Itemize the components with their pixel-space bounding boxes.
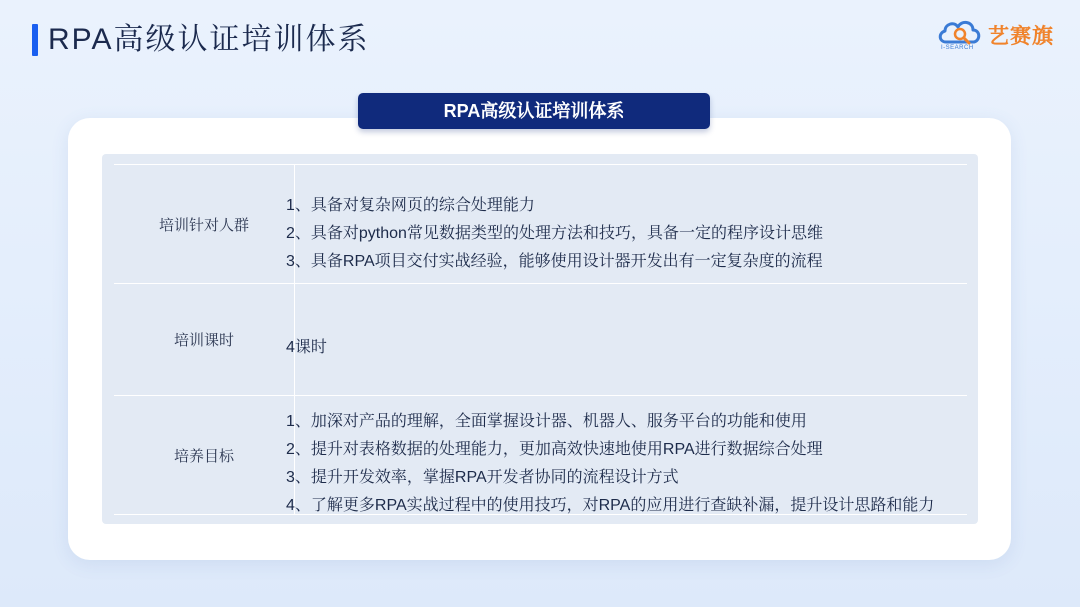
row-content [295,283,967,395]
logo-subtitle: I-SEARCH [941,45,974,51]
list-item: 4、了解更多RPA实战过程中的使用技巧，对RPA的应用进行查缺补漏，提升设计思路和能力 [286,497,935,514]
list-item: 2、具备对python常见数据类型的处理方法和技巧，具备一定的程序设计思维 [286,225,823,242]
info-table [102,154,978,524]
cloud-search-icon [936,16,986,48]
row-label: 培训课时 [114,283,295,395]
logo-brand-name: 艺赛旗 [988,25,1054,48]
card-title: RPA高级认证培训体系 [358,93,710,129]
table-row [114,283,967,396]
row-label: 培训针对人群 [114,165,295,283]
brand-logo [936,16,1066,56]
list-item: 2、提升对表格数据的处理能力，更加高效快速地使用RPA进行数据综合处理 [286,441,823,458]
list-item: 1、加深对产品的理解，全面掌握设计器、机器人、服务平台的功能和使用 [286,413,807,430]
title-accent-bar [32,24,38,56]
list-item: 3、提升开发效率，掌握RPA开发者协同的流程设计方式 [286,469,679,486]
page-title: RPA高级认证培训体系 [48,23,370,56]
list-item: 1、具备对复杂网页的综合处理能力 [286,197,535,214]
list-item: 3、具备RPA项目交付实战经验，能够使用设计器开发出有一定复杂度的流程 [286,253,823,270]
list-item: 4课时 [286,339,327,356]
row-label: 培养目标 [114,396,295,514]
